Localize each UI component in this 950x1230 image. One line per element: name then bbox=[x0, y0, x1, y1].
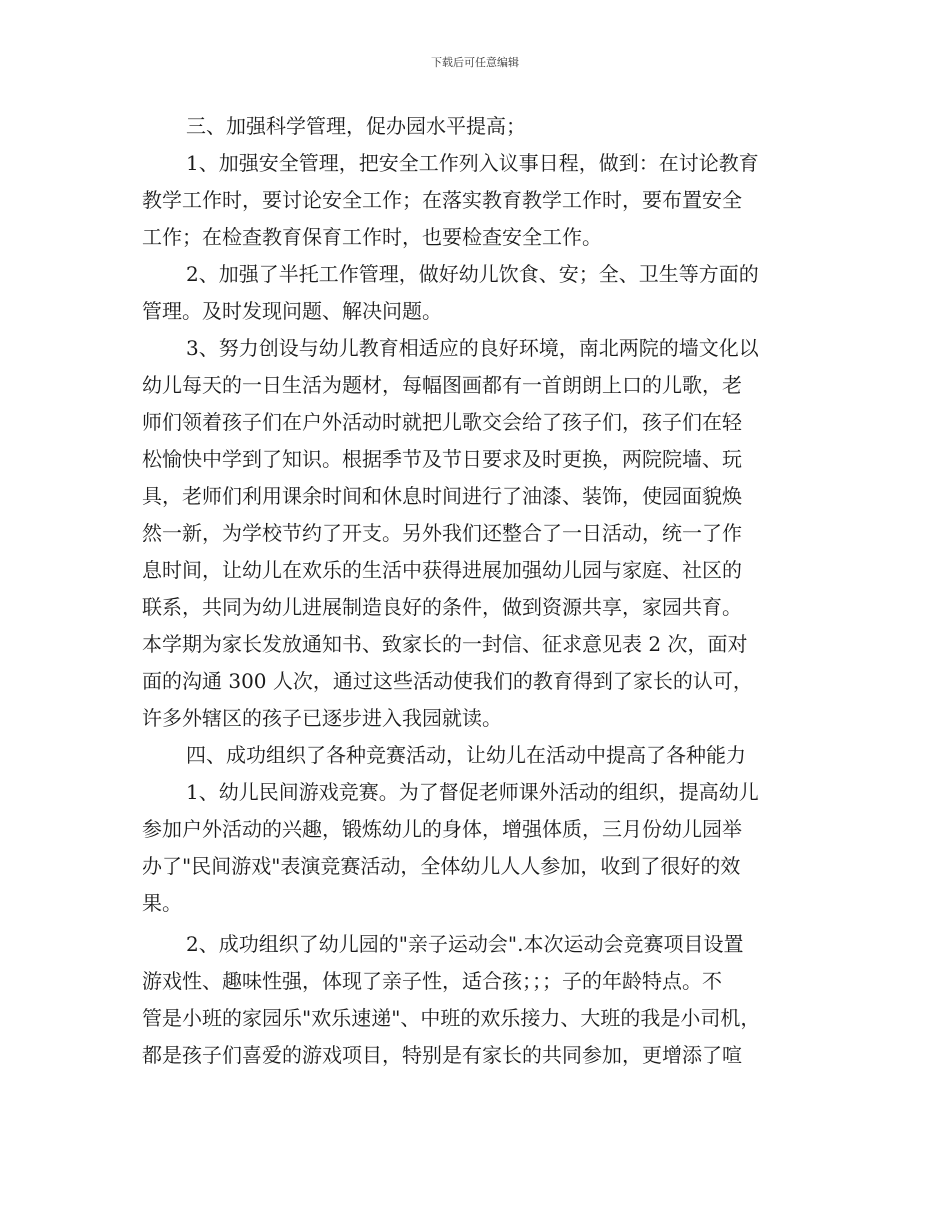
paragraph-line: 松愉快中学到了知识。根据季节及节日要求及时更换，两院院墙、玩 bbox=[142, 447, 742, 471]
paragraph-line: 联系，共同为幼儿进展制造良好的条件，做到资源共享，家园共育。 bbox=[142, 595, 742, 619]
paragraph-line: 2、加强了半托工作管理，做好幼儿饮食、安；全、卫生等方面的 bbox=[186, 262, 759, 286]
section-heading: 四、成功组织了各种竞赛活动，让幼儿在活动中提高了各种能力 bbox=[186, 743, 746, 767]
paragraph-line: 具，老师们利用课余时间和休息时间进行了油漆、装饰，使园面貌焕 bbox=[142, 484, 742, 508]
paragraph-line: 游戏性、趣味性强，体现了亲子性，适合孩；；；子的年龄特点。不 bbox=[142, 969, 722, 993]
page-header: 下载后可任意编辑 bbox=[431, 56, 519, 69]
paragraph-line: 幼儿每天的一日生活为题材，每幅图画都有一首朗朗上口的儿歌，老 bbox=[142, 373, 742, 397]
paragraph-line: 然一新，为学校节约了开支。另外我们还整合了一日活动，统一了作 bbox=[142, 521, 742, 545]
paragraph-line: 办了"民间游戏"表演竞赛活动，全体幼儿人人参加，收到了很好的效 bbox=[142, 854, 741, 878]
paragraph-line: 都是孩子们喜爱的游戏项目，特别是有家长的共同参加，更增添了喧 bbox=[142, 1043, 742, 1067]
paragraph-line: 果。 bbox=[142, 891, 182, 915]
paragraph-line: 1、幼儿民间游戏竞赛。为了督促老师课外活动的组织，提高幼儿 bbox=[186, 780, 759, 804]
paragraph-line: 2、成功组织了幼儿园的"亲子运动会".本次运动会竞赛项目设置 bbox=[186, 932, 744, 956]
paragraph-line: 息时间，让幼儿在欢乐的生活中获得进展加强幼儿园与家庭、社区的 bbox=[142, 558, 742, 582]
paragraph-line: 管是小班的家园乐"欢乐速递"、中班的欢乐接力、大班的我是小司机， bbox=[142, 1006, 761, 1030]
paragraph-line: 工作；在检查教育保育工作时，也要检查安全工作。 bbox=[142, 225, 602, 249]
paragraph-line: 面的沟通 300 人次，通过这些活动使我们的教育得到了家长的认可， bbox=[142, 669, 753, 693]
paragraph-line: 本学期为家长发放通知书、致家长的一封信、征求意见表 2 次，面对 bbox=[142, 632, 748, 656]
document-body bbox=[142, 108, 810, 1074]
section-heading: 三、加强科学管理，促办园水平提高； bbox=[186, 114, 526, 138]
paragraph-line: 教学工作时，要讨论安全工作；在落实教育教学工作时，要布置安全 bbox=[142, 188, 742, 212]
paragraph-line: 3、努力创设与幼儿教育相适应的良好环境，南北两院的墙文化以 bbox=[186, 336, 759, 360]
paragraph-line: 师们领着孩子们在户外活动时就把儿歌交会给了孩子们，孩子们在轻 bbox=[142, 410, 742, 434]
paragraph-line: 1、加强安全管理，把安全工作列入议事日程，做到：在讨论教育 bbox=[186, 151, 759, 175]
paragraph-line: 管理。及时发现问题、解决问题。 bbox=[142, 299, 442, 323]
paragraph-line: 许多外辖区的孩子已逐步进入我园就读。 bbox=[142, 706, 502, 730]
paragraph-line: 参加户外活动的兴趣，锻炼幼儿的身体，增强体质，三月份幼儿园举 bbox=[142, 817, 742, 841]
